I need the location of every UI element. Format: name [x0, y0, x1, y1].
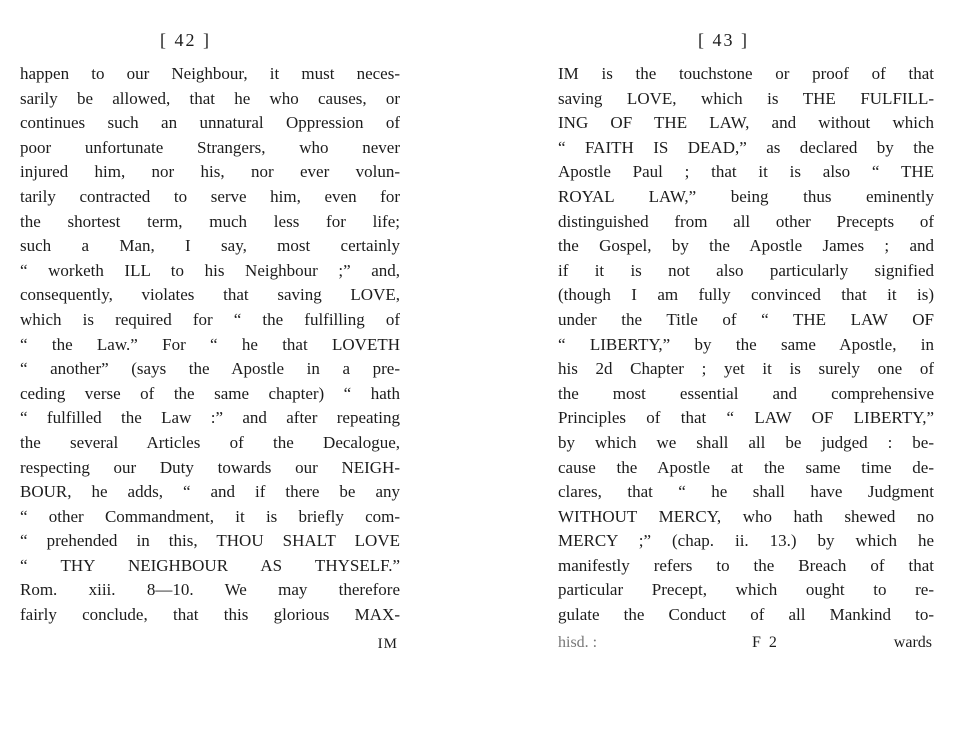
left-page-line: “ fulfilled the Law :” and after repeating: [20, 408, 400, 428]
right-page-line: under the Title of “ THE LAW OF: [558, 309, 934, 329]
right-page-line: “ LIBERTY,” by the same Apostle, in: [558, 334, 934, 354]
right-page-text: [558, 62, 934, 628]
right-page-line: particular Precept, which ought to re-: [558, 580, 934, 600]
left-page-line: poor unfortunate Strangers, who never: [20, 137, 400, 157]
right-page-line: manifestly refers to the Breach of that: [558, 555, 934, 575]
right-page-line: the Gospel, by the Apostle James ; and: [558, 236, 934, 256]
left-page-line: “ THY NEIGHBOUR AS THYSELF.”: [20, 555, 400, 575]
left-page-line: “ the Law.” For “ he that LOVETH: [20, 334, 400, 354]
right-page-line: IM is the touchstone or proof of that: [558, 64, 934, 83]
right-page-line: distinguished from all other Precepts of: [558, 211, 934, 231]
right-page-line: Apostle Paul ; that it is also “ THE: [558, 162, 934, 182]
left-page-line: “ another” (says the Apostle in a pre-: [20, 359, 400, 379]
left-page-line: “ prehended in this, THOU SHALT LOVE: [20, 531, 400, 551]
right-page-line: WITHOUT MERCY, who hath shewed no: [558, 506, 934, 526]
right-page-number: [ 43 ]: [698, 30, 749, 50]
left-page-line: respecting our Duty towards our NEIGH-: [20, 457, 400, 477]
right-footer: [558, 634, 934, 658]
left-page-text: [20, 62, 400, 628]
left-page-line: Rom. xiii. 8—10. We may therefore: [20, 580, 400, 600]
stray-mark: hisd. :: [558, 634, 598, 651]
left-page-line: the shortest term, much less for life;: [20, 211, 400, 231]
right-page-line: the most essential and comprehensive: [558, 383, 934, 403]
left-page-line: which is required for “ the fulfilling of: [20, 309, 400, 329]
right-page-line: clares, that “ he shall have Judgment: [558, 482, 934, 502]
left-page-line: happen to our Neighbour, it must neces-: [20, 64, 400, 83]
left-catchword: IM: [377, 636, 398, 652]
left-page-line: ceding verse of the same chapter) “ hath: [20, 383, 400, 403]
right-page-line: MERCY ;” (chap. ii. 13.) by which he: [558, 531, 934, 551]
right-page-line: by which we shall all be judged : be-: [558, 432, 934, 452]
right-page-line: ROYAL LAW,” being thus eminently: [558, 186, 934, 206]
left-page-line: consequently, violates that saving LOVE,: [20, 285, 400, 305]
left-page-line: fairly conclude, that this glorious MAX-: [20, 605, 400, 625]
left-page-number: [ 42 ]: [160, 30, 211, 50]
right-page-line: if it is not also particularly signified: [558, 260, 934, 280]
right-page-line: saving LOVE, which is THE FULFILL-: [558, 88, 934, 108]
right-page-line: cause the Apostle at the same time de-: [558, 457, 934, 477]
left-page-line: continues such an unnatural Oppression of: [20, 113, 400, 133]
left-page-line: injured him, nor his, nor ever volun-: [20, 162, 400, 182]
right-page-line: gulate the Conduct of all Mankind to-: [558, 605, 934, 625]
right-page: [558, 0, 934, 752]
left-page-line: the several Articles of the Decalogue,: [20, 432, 400, 452]
left-page: [20, 0, 400, 752]
left-page-line: BOUR, he adds, “ and if there be any: [20, 482, 400, 502]
left-page-line: tarily contracted to serve him, even for: [20, 186, 400, 206]
left-page-line: such a Man, I say, most certainly: [20, 236, 400, 256]
right-page-line: ING OF THE LAW, and without which: [558, 113, 934, 133]
left-page-line: “ other Commandment, it is briefly com-: [20, 506, 400, 526]
right-catchword: wards: [893, 634, 932, 651]
right-page-line: Principles of that “ LAW OF LIBERTY,”: [558, 408, 934, 428]
right-page-line: (though I am fully convinced that it is): [558, 285, 934, 305]
right-page-line: his 2d Chapter ; yet it is surely one of: [558, 359, 934, 379]
signature-mark: F 2: [752, 634, 779, 651]
right-page-line: “ FAITH IS DEAD,” as declared by the: [558, 137, 934, 157]
left-page-line: sarily be allowed, that he who causes, or: [20, 88, 400, 108]
left-page-line: “ worketh ILL to his Neighbour ;” and,: [20, 260, 400, 280]
